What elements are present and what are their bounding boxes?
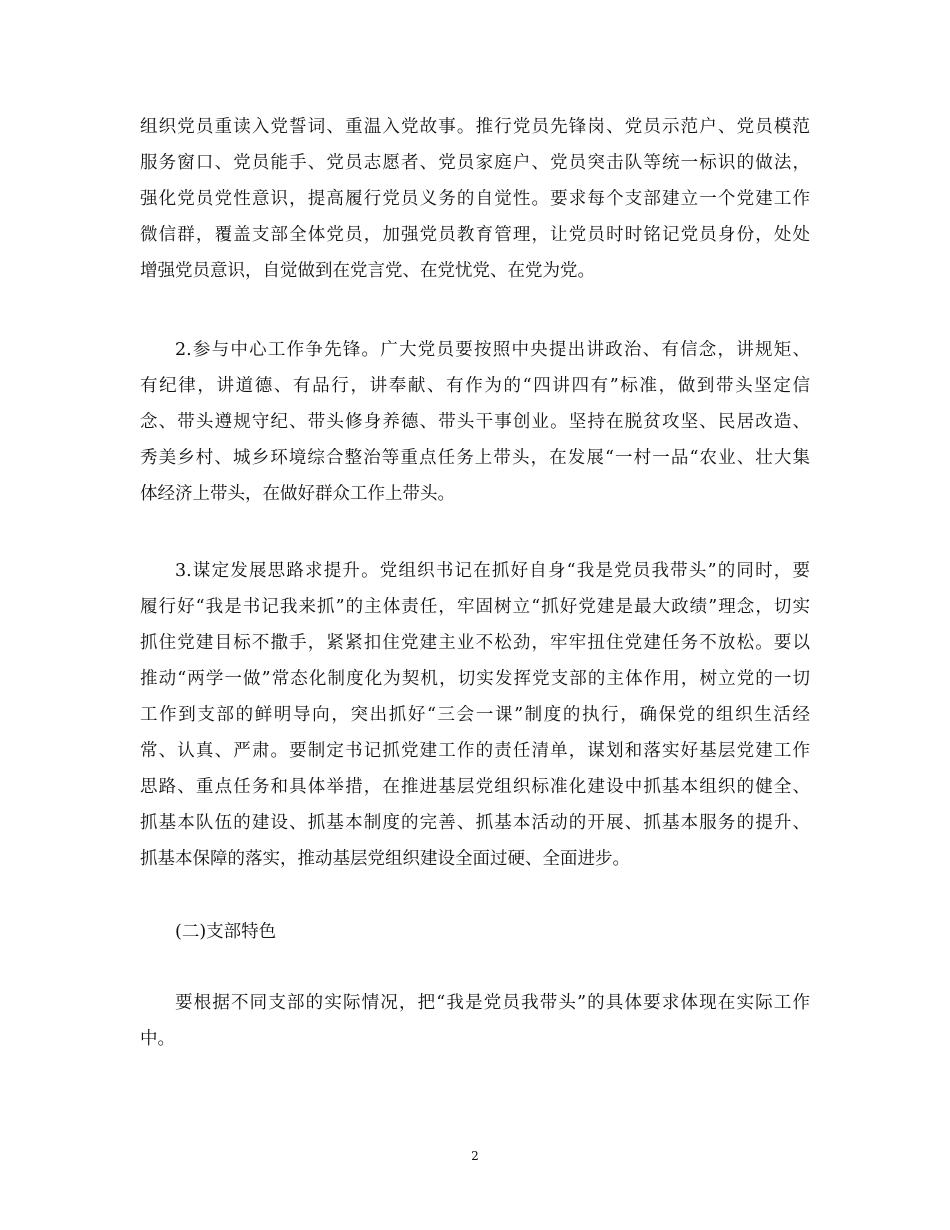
text-line: 要根据不同支部的实际情况，把“我是党员我带头”的具体要求体现在实际工作 [175, 993, 810, 1013]
text-line: 抓基本队伍的建设、抓基本制度的完善、抓基本活动的开展、抓基本服务的提升、 [140, 813, 810, 833]
page-number: 2 [471, 1149, 479, 1163]
text-line: 抓住党建目标不撒手，紧紧扣住党建主业不松劲，牢牢扭住党建任务不放松。要以 [140, 633, 810, 653]
text-line: 工作到支部的鲜明导向，突出抓好“三会一课”制度的执行，确保党的组织生活经 [140, 705, 810, 725]
text-line: 服务窗口、党员能手、党员志愿者、党员家庭户、党员突击队等统一标识的做法， [140, 153, 810, 173]
text-line: 中。 [140, 1029, 175, 1049]
paragraph-party-oath [140, 109, 810, 289]
text-line: 组织党员重读入党誓词、重温入党故事。推行党员先锋岗、党员示范户、党员模范 [140, 117, 810, 137]
text-line: 微信群，覆盖支部全体党员，加强党员教育管理，让党员时时铭记党员身份，处处 [140, 225, 810, 245]
text-line: 秀美乡村、城乡环境综合整治等重点任务上带头，在发展“一村一品“农业、壮大集 [140, 448, 810, 468]
text-line: 有纪律，讲道德、有品行，讲奉献、有作为的“四讲四有”标准，做到带头坚定信 [140, 376, 810, 396]
paragraph-central-work [140, 332, 810, 512]
paragraph-development-ideas [140, 553, 810, 877]
paragraph-branch-requirements [140, 985, 810, 1057]
section-heading-branch-features [140, 914, 810, 950]
text-line: 强化党员党性意识，提高履行党员义务的自觉性。要求每个支部建立一个党建工作 [140, 189, 810, 209]
text-line: 常、认真、严肃。要制定书记抓党建工作的责任清单，谋划和落实好基层党建工作 [140, 741, 810, 761]
text-line: 2.参与中心工作争先锋。广大党员要按照中央提出讲政治、有信念，讲规矩、 [175, 340, 810, 360]
text-line: 增强党员意识，自觉做到在党言党、在党忧党、在党为党。 [140, 261, 595, 281]
text-line: 履行好“我是书记我来抓”的主体责任，牢固树立“抓好党建是最大政绩”理念，切实 [140, 597, 810, 617]
text-line: 抓基本保障的落实，推动基层党组织建设全面过硬、全面进步。 [140, 849, 630, 869]
text-line: 念、带头遵规守纪、带头修身养德、带头干事创业。坚持在脱贫攻坚、民居改造、 [140, 412, 810, 432]
text-line: 推动“两学一做”常态化制度化为契机，切实发挥党支部的主体作用，树立党的一切 [140, 669, 810, 689]
text-line: 3.谋定发展思路求提升。党组织书记在抓好自身“我是党员我带头”的同时，要 [175, 561, 810, 581]
text-line: 思路、重点任务和具体举措，在推进基层党组织标准化建设中抓基本组织的健全、 [140, 777, 810, 797]
section-heading: (二)支部特色 [175, 922, 277, 942]
text-line: 体经济上带头，在做好群众工作上带头。 [140, 484, 455, 504]
